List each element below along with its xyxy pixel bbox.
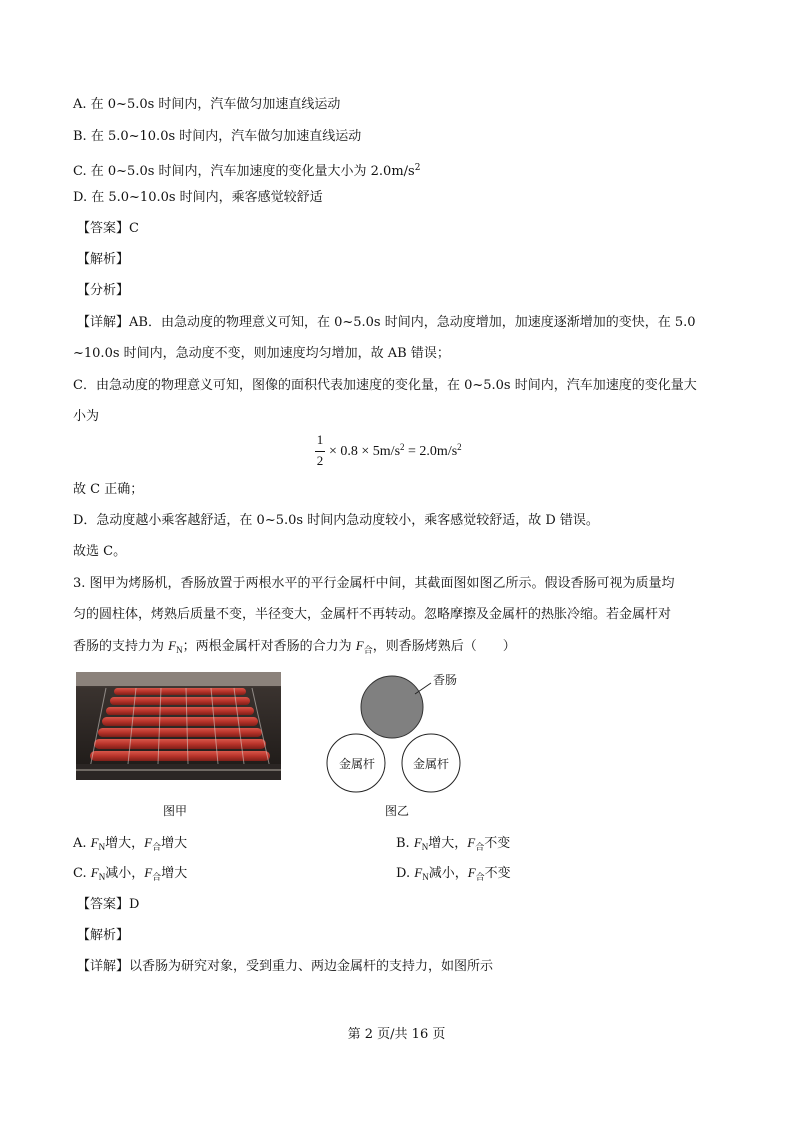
q3-option-d-mid: 减小， xyxy=(428,866,468,881)
q2-detail-line-3: C．由急动度的物理意义可知，图像的面积代表加速度的变化量，在 0~5.0s 时间内，汽车加速度的变化量大 xyxy=(73,378,697,393)
left-rod-label: 金属杆 xyxy=(339,757,376,771)
q3-stem-line-2: 匀的圆柱体，烤熟后质量不变，半径变大，金属杆不再转动。忽略摩擦及金属杆的热胀冷缩。若金属杆对 xyxy=(73,607,672,622)
q3-option-b-letter: B. xyxy=(396,836,414,851)
q3-option-a-fn-sub: N xyxy=(98,842,106,852)
q3-detail: 【详解】以香肠为研究对象，受到重力、两边金属杆的支持力，如图所示 xyxy=(77,959,494,974)
q3-stem-line-1: 3. 图甲为烤肠机，香肠放置于两根水平的平行金属杆中间，其截面图如图乙所示。假设香肠可视为质量均 xyxy=(73,576,675,591)
q3-option-a-mid: 增大， xyxy=(105,836,145,851)
sausage-circle xyxy=(361,676,423,738)
sausage-grill-photo xyxy=(76,672,281,780)
q3-option-d-fh: F xyxy=(467,865,476,880)
q3-stem-line-3a: 香肠的支持力为 xyxy=(73,639,169,654)
q3-stem-line-3c: ，则香肠烤熟后（ ） xyxy=(372,639,516,654)
caption-figure-jia: 图甲 xyxy=(163,804,188,818)
q2-option-c xyxy=(73,159,420,181)
formula-fraction-bar xyxy=(315,451,325,452)
formula-denominator: 2 xyxy=(316,453,324,468)
right-rod-label: 金属杆 xyxy=(413,757,450,771)
q3-option-c-fn-sub: N xyxy=(98,872,106,882)
q3-option-b-fn: F xyxy=(413,835,422,850)
q2-option-c-sup: 2 xyxy=(414,163,421,173)
q3-option-a-fh: F xyxy=(144,835,153,850)
formula-expr-b: = 2.0m/s xyxy=(404,444,458,459)
q3-stem-line-3b: ；两根金属杆对香肠的合力为 xyxy=(182,639,356,654)
sausage-label: 香肠 xyxy=(433,673,458,687)
q3-option-d-end: 不变 xyxy=(484,866,511,881)
q3-option-d-fh-sub: 合 xyxy=(475,873,485,883)
fn-subscript: N xyxy=(176,645,183,655)
q3-option-c-letter: C. xyxy=(73,866,91,881)
q2-detail-line-4: 小为 xyxy=(73,409,100,424)
fn-symbol: F xyxy=(168,638,177,653)
cross-section-svg xyxy=(318,665,468,805)
q3-option-d-fn-sub: N xyxy=(422,872,429,882)
q3-option-b-fn-sub: N xyxy=(421,842,429,852)
q3-option-c-mid: 减小， xyxy=(105,866,145,881)
q3-option-b-fh-sub: 合 xyxy=(475,843,485,853)
q2-c-correct: 故 C 正确； xyxy=(73,482,144,497)
q2-option-c-text: C. 在 0~5.0s 时间内，汽车加速度的变化量大小为 2.0m/s xyxy=(73,164,415,179)
q2-option-a: A. 在 0~5.0s 时间内，汽车做匀加速直线运动 xyxy=(73,97,341,112)
formula-sup-1: 2 xyxy=(400,442,405,452)
formula-expression xyxy=(329,442,462,460)
q2-detail-line-1: 【详解】AB．由急动度的物理意义可知，在 0~5.0s 时间内，急动度增加，加速度逐渐增加的变快，在 5.0 xyxy=(77,315,696,330)
q3-option-c-fn: F xyxy=(90,865,99,880)
page-footer: 第 2 页/共 16 页 xyxy=(347,1027,446,1042)
q3-option-d-fn: F xyxy=(414,865,423,880)
q3-analysis-heading: 【解析】 xyxy=(77,928,130,943)
q3-option-b-fh: F xyxy=(467,835,476,850)
q3-option-d-letter: D. xyxy=(396,866,415,881)
fh-symbol: F xyxy=(355,638,364,653)
caption-figure-yi: 图乙 xyxy=(385,804,410,818)
q3-option-a-fh-sub: 合 xyxy=(152,843,162,853)
q2-d-explanation: D．急动度越小乘客越舒适，在 0~5.0s 时间内急动度较小，乘客感觉较舒适，故 D 错误。 xyxy=(73,513,599,528)
formula-numerator: 1 xyxy=(316,432,324,447)
q3-option-a xyxy=(73,834,187,857)
formula-sup-2: 2 xyxy=(457,442,462,452)
q2-option-b: B. 在 5.0~10.0s 时间内，汽车做匀加速直线运动 xyxy=(73,129,362,144)
fh-subscript: 合 xyxy=(363,646,373,656)
q3-option-d xyxy=(396,864,511,887)
q2-detail-line-2: ~10.0s 时间内，急动度不变，则加速度均匀增加，故 AB 错误； xyxy=(73,346,450,361)
q2-answer: 【答案】C xyxy=(77,221,139,236)
q3-stem-line-3 xyxy=(73,637,516,660)
q2-option-d: D. 在 5.0~10.0s 时间内，乘客感觉较舒适 xyxy=(73,190,323,205)
q3-option-c xyxy=(73,864,187,887)
q3-option-a-letter: A. xyxy=(73,836,91,851)
cross-section-diagram xyxy=(318,665,468,805)
formula-expr-a: × 0.8 × 5m/s xyxy=(329,444,401,459)
q3-option-b xyxy=(396,834,510,857)
q2-conclusion: 故选 C。 xyxy=(73,544,127,559)
q3-answer: 【答案】D xyxy=(77,897,140,912)
q3-option-c-fh: F xyxy=(144,865,153,880)
q2-fenxi-heading: 【分析】 xyxy=(77,283,130,298)
q3-option-b-mid: 增大， xyxy=(428,836,468,851)
q3-option-a-end: 增大 xyxy=(161,836,188,851)
sausage-grill-illustration xyxy=(76,672,281,780)
q3-option-c-fh-sub: 合 xyxy=(152,873,162,883)
q2-analysis-heading: 【解析】 xyxy=(77,252,130,267)
q3-option-b-end: 不变 xyxy=(484,836,511,851)
q3-option-c-end: 增大 xyxy=(161,866,188,881)
q3-option-a-fn: F xyxy=(90,835,99,850)
